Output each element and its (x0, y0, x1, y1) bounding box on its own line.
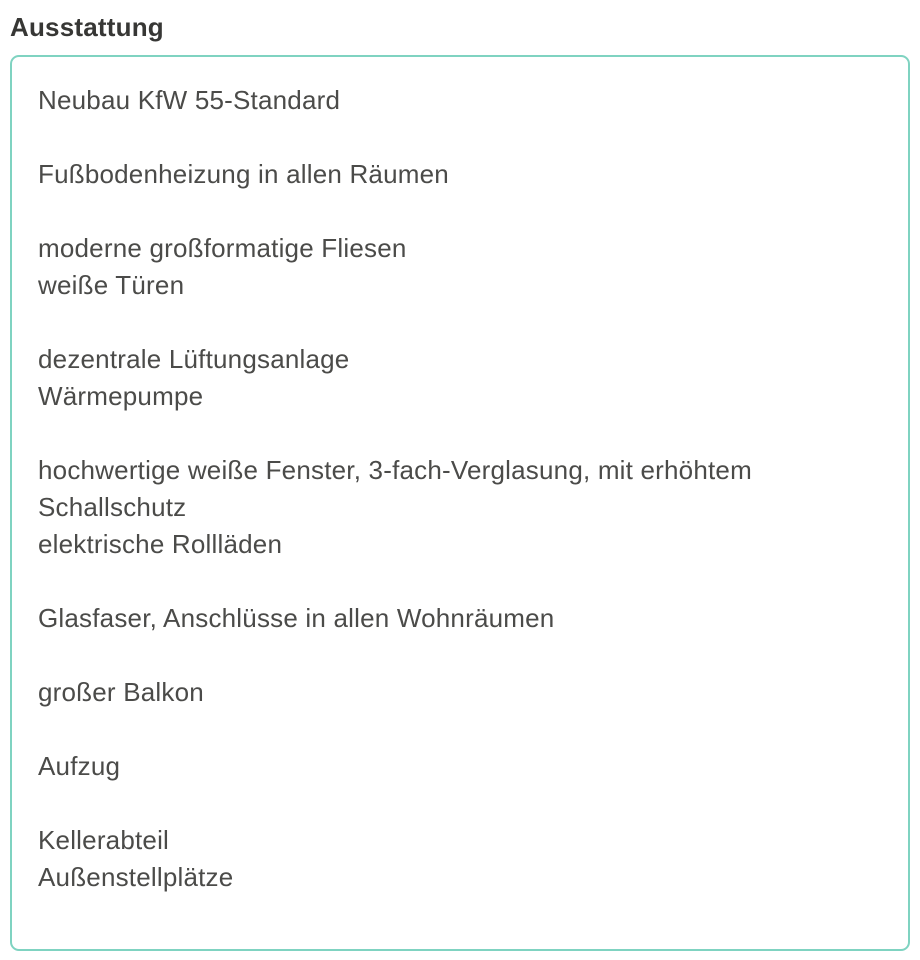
feature-line: Außenstellplätze (38, 862, 234, 892)
feature-line: Aufzug (38, 751, 121, 781)
feature-line: Wärmepumpe (38, 381, 204, 411)
feature-line: Kellerabteil (38, 825, 170, 855)
feature-paragraph (38, 82, 882, 119)
section-title: Ausstattung (10, 12, 164, 42)
feature-line: großer Balkon (38, 677, 204, 707)
feature-line: Neubau KfW 55-Standard (38, 85, 341, 115)
feature-line: Fußbodenheizung in allen Räumen (38, 159, 449, 189)
feature-paragraph (38, 674, 882, 711)
feature-line: hochwertige weiße Fenster, 3-fach-Verglasung, mit erhöhtem Schallschutz (38, 455, 752, 522)
feature-line: elektrische Rollläden (38, 529, 283, 559)
feature-line: dezentrale Lüftungsanlage (38, 344, 350, 374)
feature-paragraph (38, 452, 882, 563)
feature-paragraph (38, 748, 882, 785)
feature-paragraph (38, 341, 882, 415)
feature-line: Glasfaser, Anschlüsse in allen Wohnräumen (38, 603, 555, 633)
feature-paragraph (38, 156, 882, 193)
feature-paragraph (38, 600, 882, 637)
feature-paragraph (38, 822, 882, 896)
features-box (10, 55, 910, 951)
ausstattung-section (0, 12, 920, 951)
feature-line: weiße Türen (38, 270, 185, 300)
feature-paragraph (38, 230, 882, 304)
feature-line: moderne großformatige Fliesen (38, 233, 407, 263)
